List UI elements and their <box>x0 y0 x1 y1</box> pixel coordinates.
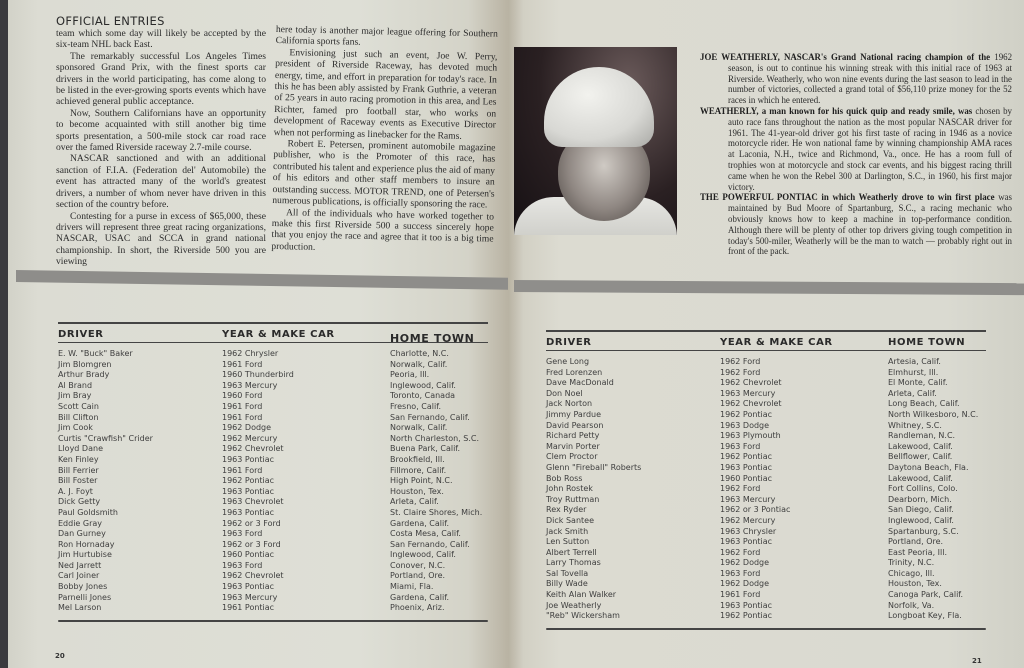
table-row <box>546 505 986 516</box>
table-row <box>58 519 488 530</box>
car-make: 1963 Mercury <box>720 388 776 398</box>
home-town: Brookfield, Ill. <box>390 454 445 464</box>
car-make: 1961 Ford <box>222 412 263 422</box>
header-car: YEAR & MAKE CAR <box>720 337 833 348</box>
header-town: HOME TOWN <box>390 332 475 345</box>
bio-paragraph <box>700 192 1012 257</box>
car-make: 1962 Chevrolet <box>720 399 782 409</box>
home-town: Canoga Park, Calif. <box>888 590 964 600</box>
car-make: 1962 Ford <box>720 367 761 377</box>
driver-name: John Rostek <box>546 484 593 494</box>
entries-table-left <box>58 322 488 622</box>
driver-name: Eddie Gray <box>58 518 103 528</box>
driver-name: Len Sutton <box>546 537 590 547</box>
entries-table-right <box>546 330 986 630</box>
car-make: 1962 Dodge <box>720 558 770 568</box>
page-number: 21 <box>972 657 982 665</box>
table-row <box>58 571 488 582</box>
car-make: 1962 Ford <box>720 357 761 366</box>
table-row <box>546 399 986 410</box>
article-paragraph: All of the individuals who have worked together to make this first Riverside 500 a success sincerely hope that you enjoy the race and agree that it too is a big time production. <box>271 206 495 253</box>
car-make: 1962 Chrysler <box>222 349 279 358</box>
car-make: 1961 Ford <box>720 590 761 600</box>
home-town: Whitney, S.C. <box>888 420 942 430</box>
home-town: San Fernando, Calif. <box>390 412 470 422</box>
table-rule <box>546 330 986 332</box>
home-town: Norwalk, Calif. <box>390 423 448 433</box>
table-row <box>546 527 986 538</box>
table-row <box>546 378 986 389</box>
car-make: 1962 or 3 Ford <box>222 518 281 528</box>
table-row <box>58 466 488 477</box>
car-make: 1962 Ford <box>720 547 761 557</box>
home-town: Houston, Tex. <box>390 486 444 496</box>
article-paragraph: NASCAR sanctioned and with an additional sanction of F.I.A. (Federation del' Automobile) the event has attracted many of the world's greatest drivers, a number of whom never have driven in this section of the country before. <box>56 153 266 211</box>
driver-name: Clem Proctor <box>546 452 598 462</box>
car-make: 1960 Pontiac <box>720 473 773 483</box>
article-column-1 <box>56 28 266 268</box>
table-row <box>58 444 488 455</box>
home-town: Fort Collins, Colo. <box>888 484 958 494</box>
table-row <box>546 601 986 612</box>
home-town: Buena Park, Calif. <box>390 444 461 454</box>
car-make: 1963 Plymouth <box>720 431 781 441</box>
article-paragraph: The remarkably successful Los Angeles Times sponsored Grand Prix, with the finest sports car drivers in the world participating, has come along to be listed in the ever-growing sports events which have achieved general public acceptance. <box>56 50 266 108</box>
helmet-icon <box>544 67 654 147</box>
driver-name: Jim Blomgren <box>58 359 112 369</box>
car-make: 1962 Mercury <box>222 433 278 443</box>
home-town: North Wilkesboro, N.C. <box>888 409 979 419</box>
home-town: Long Beach, Calif. <box>888 399 960 409</box>
article-column-2 <box>271 24 498 257</box>
table-row <box>546 611 986 622</box>
driver-bio <box>700 52 1012 257</box>
home-town: St. Claire Shores, Mich. <box>390 507 483 517</box>
car-make: 1962 Pontiac <box>720 452 773 462</box>
table-rule <box>58 322 488 324</box>
car-make: 1963 Dodge <box>720 420 770 430</box>
article-paragraph: Envisioning just such an event, Joe W. Perry, president of Riverside Raceway, has devoted much energy, time, and effort in preparation for today's race. In this he has been ably assisted by Frank Guthrie, a veteran of 25 years in auto racing promotion in this area, and Les Richter, famed pro football star, who works on development of Raceway events as Executive Director when not performing as linebacker for the Rams. <box>273 47 498 142</box>
car-make: 1961 Ford <box>222 465 263 475</box>
car-make: 1963 Ford <box>222 529 263 539</box>
driver-name: Scott Cain <box>58 401 99 411</box>
home-town: Costa Mesa, Calif. <box>390 529 461 539</box>
car-make: 1962 Chevrolet <box>222 444 284 454</box>
driver-name: Ken Finley <box>58 454 99 464</box>
driver-name: Jack Smith <box>546 526 589 536</box>
home-town: San Fernando, Calif. <box>390 539 470 549</box>
table-row <box>546 421 986 432</box>
table-row <box>546 558 986 569</box>
home-town: El Monte, Calif. <box>888 378 948 388</box>
driver-name: Jim Hurtubise <box>58 550 112 560</box>
table-header <box>546 335 986 351</box>
home-town: Portland, Ore. <box>888 537 944 547</box>
home-town: Elmhurst, Ill. <box>888 367 939 377</box>
car-make: 1963 Pontiac <box>720 600 773 610</box>
driver-name: Marvin Porter <box>546 441 600 451</box>
car-make: 1963 Mercury <box>222 592 278 602</box>
home-town: Fillmore, Calif. <box>390 465 447 475</box>
driver-name: Arthur Brady <box>58 370 110 380</box>
driver-name: Dick Getty <box>58 497 101 507</box>
home-town: Miami, Fla. <box>390 582 434 592</box>
driver-name: Richard Petty <box>546 431 600 441</box>
driver-name: Lloyd Dane <box>58 444 103 454</box>
car-make: 1962 Ford <box>720 484 761 494</box>
car-make: 1963 Pontiac <box>222 582 275 592</box>
car-make: 1962 or 3 Ford <box>222 539 281 549</box>
car-make: 1963 Mercury <box>222 380 278 390</box>
table-row <box>546 410 986 421</box>
driver-name: A. J. Foyt <box>58 486 93 496</box>
home-town: East Peoria, Ill. <box>888 547 948 557</box>
table-row <box>546 357 986 368</box>
car-make: 1963 Pontiac <box>222 454 275 464</box>
driver-name: Don Noel <box>546 388 583 398</box>
car-make: 1963 Pontiac <box>720 462 773 472</box>
driver-name: E. W. "Buck" Baker <box>58 349 133 358</box>
driver-name: Dick Santee <box>546 515 594 525</box>
table-row <box>58 349 488 360</box>
car-make: 1961 Pontiac <box>222 603 275 613</box>
driver-name: Al Brand <box>58 380 93 390</box>
home-town: Charlotte, N.C. <box>390 349 449 358</box>
driver-name: Fred Lorenzen <box>546 367 603 377</box>
table-rule <box>58 620 488 622</box>
car-make: 1962 Mercury <box>720 515 776 525</box>
bio-lead: JOE WEATHERLY, NASCAR's Grand National racing champion of the <box>700 52 991 62</box>
table-row <box>58 370 488 381</box>
table-row <box>58 455 488 466</box>
home-town: Phoenix, Ariz. <box>390 603 445 613</box>
table-row <box>58 582 488 593</box>
bio-paragraph <box>700 52 1012 106</box>
table-row <box>58 476 488 487</box>
table-rule <box>546 628 986 630</box>
article-paragraph: here today is another major league offering for Southern California sports fans. <box>275 24 498 49</box>
header-car: YEAR & MAKE CAR <box>222 329 335 340</box>
driver-name: Gene Long <box>546 357 590 366</box>
driver-name: Paul Goldsmith <box>58 507 118 517</box>
driver-name: Keith Alan Walker <box>546 590 617 600</box>
table-row <box>58 360 488 371</box>
table-row <box>546 463 986 474</box>
bio-text: chosen by auto race fans throughout the nation as the most popular NASCAR driver for 1961. The 41-year-old driver got his first taste of racing in 1946 as a novice motorcycle rider. He won national fame by winning championship AMA races at Laconia, N.H., twice and Richmond, Va., once. He has a room full of trophies won at motorcycle and stock car events, and his biggest racing thrill came when he won the Rebel 300 at Darlington, S.C., in 1960, his first major victory. <box>728 105 1012 192</box>
car-make: 1963 Chrysler <box>720 526 777 536</box>
driver-name: Glenn "Fireball" Roberts <box>546 462 642 472</box>
header-driver: DRIVER <box>546 337 592 348</box>
table-header <box>58 327 488 343</box>
driver-photo <box>514 47 677 235</box>
car-make: 1961 Ford <box>222 359 263 369</box>
driver-name: Carl Joiner <box>58 571 100 581</box>
table-row <box>58 413 488 424</box>
driver-name: Bob Ross <box>546 473 583 483</box>
home-town: Gardena, Calif. <box>390 518 450 528</box>
car-make: 1960 Pontiac <box>222 550 275 560</box>
home-town: Trinity, N.C. <box>888 558 935 568</box>
bio-paragraph <box>700 106 1012 192</box>
home-town: Norfolk, Va. <box>888 600 935 610</box>
car-make: 1963 Ford <box>222 560 263 570</box>
home-town: Chicago, Ill. <box>888 568 935 578</box>
table-row <box>546 389 986 400</box>
table-row <box>58 423 488 434</box>
bio-lead: WEATHERLY, a man known for his quick quip and ready smile, was <box>700 105 973 116</box>
car-make: 1962 Pontiac <box>222 476 275 486</box>
driver-name: Sal Tovella <box>546 568 589 578</box>
driver-name: Jim Bray <box>58 391 92 401</box>
article-paragraph: Now, Southern Californians have an opportunity to become acquainted with still another big time sports presentation, a 500-mile stock car road race over the famed Riverside raceway 2.7-mile course. <box>56 107 266 154</box>
driver-name: Bobby Jones <box>58 582 108 592</box>
home-town: San Diego, Calif. <box>888 505 954 515</box>
home-town: Dearborn, Mich. <box>888 494 952 504</box>
driver-name: Rex Ryder <box>546 505 587 515</box>
table-body <box>546 357 986 622</box>
driver-name: Dave MacDonald <box>546 378 614 388</box>
driver-name: Bill Foster <box>58 476 98 486</box>
car-make: 1963 Pontiac <box>222 486 275 496</box>
car-make: 1962 Pontiac <box>720 611 773 621</box>
home-town: Toronto, Canada <box>390 391 456 401</box>
home-town: Portland, Ore. <box>390 571 446 581</box>
table-row <box>546 569 986 580</box>
home-town: Bellflower, Calif. <box>888 452 953 462</box>
driver-name: Curtis "Crawfish" Crider <box>58 433 153 443</box>
driver-name: Bill Ferrier <box>58 465 99 475</box>
car-make: 1962 or 3 Pontiac <box>720 505 791 515</box>
table-body <box>58 349 488 614</box>
driver-name: "Reb" Wickersham <box>546 611 620 621</box>
driver-name: David Pearson <box>546 420 604 430</box>
header-town: HOME TOWN <box>888 337 966 348</box>
home-town: Norwalk, Calif. <box>390 359 448 369</box>
table-row <box>546 495 986 506</box>
car-make: 1962 Pontiac <box>720 409 773 419</box>
home-town: Inglewood, Calif. <box>390 380 456 390</box>
home-town: Houston, Tex. <box>888 579 942 589</box>
home-town: Daytona Beach, Fla. <box>888 462 969 472</box>
driver-name: Larry Thomas <box>546 558 601 568</box>
driver-name: Jim Cook <box>58 423 93 433</box>
car-make: 1963 Ford <box>720 441 761 451</box>
car-make: 1960 Thunderbird <box>222 370 294 380</box>
table-row <box>58 381 488 392</box>
driver-name: Jack Norton <box>546 399 593 409</box>
table-row <box>58 497 488 508</box>
driver-name: Jimmy Pardue <box>546 409 602 419</box>
car-make: 1961 Ford <box>222 401 263 411</box>
driver-name: Albert Terrell <box>546 547 597 557</box>
bio-text: was maintained by Bud Moore of Spartanburg, S.C., a racing mechanic who obviously knows how to keep a machine in top-performance condition. Although there will be plenty of other top drivers giving tough competition in today's 500-miler, Weatherly will be the man to watch — probably right out in front of the pack. <box>728 192 1012 257</box>
bio-lead: THE POWERFUL PONTIAC in which Weatherly drove to win first place <box>700 192 995 203</box>
driver-name: Parnelli Jones <box>58 592 112 602</box>
header-driver: DRIVER <box>58 329 104 340</box>
table-row <box>58 487 488 498</box>
home-town: North Charleston, S.C. <box>390 433 480 443</box>
home-town: Spartanburg, S.C. <box>888 526 959 536</box>
home-town: Peoria, Ill. <box>390 370 430 380</box>
driver-name: Bill Clifton <box>58 412 99 422</box>
home-town: Fresno, Calif. <box>390 401 441 411</box>
home-town: Lakewood, Calif. <box>888 473 953 483</box>
table-row <box>546 452 986 463</box>
table-row <box>546 548 986 559</box>
table-row <box>546 368 986 379</box>
home-town: Gardena, Calif. <box>390 592 450 602</box>
table-row <box>58 603 488 614</box>
table-row <box>58 508 488 519</box>
table-row <box>58 434 488 445</box>
car-make: 1960 Ford <box>222 391 263 401</box>
table-row <box>546 484 986 495</box>
article-paragraph: team which some day will likely be accepted by the six-team NHL back East. <box>56 28 266 51</box>
home-town: High Point, N.C. <box>390 476 453 486</box>
driver-name: Mel Larson <box>58 603 102 613</box>
car-make: 1963 Ford <box>720 568 761 578</box>
table-row <box>58 402 488 413</box>
car-make: 1962 Chevrolet <box>720 378 782 388</box>
car-make: 1963 Pontiac <box>222 507 275 517</box>
home-town: Longboat Key, Fla. <box>888 611 962 621</box>
table-row <box>58 561 488 572</box>
home-town: Inglewood, Calif. <box>390 550 456 560</box>
article-paragraph: Robert E. Petersen, prominent automobile magazine publisher, who is the Promoter of this race, has contributed his talent and experience plus the aid of many of his editors and other staff members to insure an outstanding success. MOTOR TREND, one of Petersen's numerous publications, is officially sponsoring the race. <box>272 138 496 211</box>
home-town: Conover, N.C. <box>390 560 446 570</box>
table-row <box>58 540 488 551</box>
home-town: Artesia, Calif. <box>888 357 941 366</box>
car-make: 1962 Dodge <box>222 423 272 433</box>
home-town: Arleta, Calif. <box>390 497 439 507</box>
car-make: 1963 Mercury <box>720 494 776 504</box>
driver-name: Ron Hornaday <box>58 539 115 549</box>
home-town: Arleta, Calif. <box>888 388 937 398</box>
bio-text: 1962 season, is out to continue his winning streak with this initial race of 1963 at Riverside. Weatherly, who won nine events during the last season to lead in the number of victories, collected a grand total of $56,110 prize money for the 52 races in which he entered. <box>728 52 1013 106</box>
driver-name: Joe Weatherly <box>546 600 602 610</box>
car-make: 1962 Chevrolet <box>222 571 284 581</box>
table-row <box>546 516 986 527</box>
table-row <box>58 391 488 402</box>
table-row <box>546 431 986 442</box>
table-row <box>546 442 986 453</box>
home-town: Randleman, N.C. <box>888 431 956 441</box>
section-title: OFFICIAL ENTRIES <box>56 14 165 28</box>
page-number: 20 <box>55 652 65 660</box>
driver-name: Dan Gurney <box>58 529 106 539</box>
table-row <box>546 537 986 548</box>
table-row <box>546 590 986 601</box>
article-paragraph: Contesting for a purse in excess of $65,000, these drivers will represent three great racing organizations, NASCAR, USAC and SCCA in grand national championship. In short, the Riverside 500 you are viewing <box>56 210 266 268</box>
driver-name: Ned Jarrett <box>58 560 102 570</box>
home-town: Lakewood, Calif. <box>888 441 953 451</box>
table-row <box>58 593 488 604</box>
table-row <box>58 550 488 561</box>
driver-name: Billy Wade <box>546 579 588 589</box>
table-row <box>546 579 986 590</box>
car-make: 1962 Dodge <box>720 579 770 589</box>
car-make: 1963 Pontiac <box>720 537 773 547</box>
driver-name: Troy Ruttman <box>546 494 600 504</box>
car-make: 1963 Chevrolet <box>222 497 284 507</box>
home-town: Inglewood, Calif. <box>888 515 954 525</box>
table-row <box>58 529 488 540</box>
table-row <box>546 474 986 485</box>
